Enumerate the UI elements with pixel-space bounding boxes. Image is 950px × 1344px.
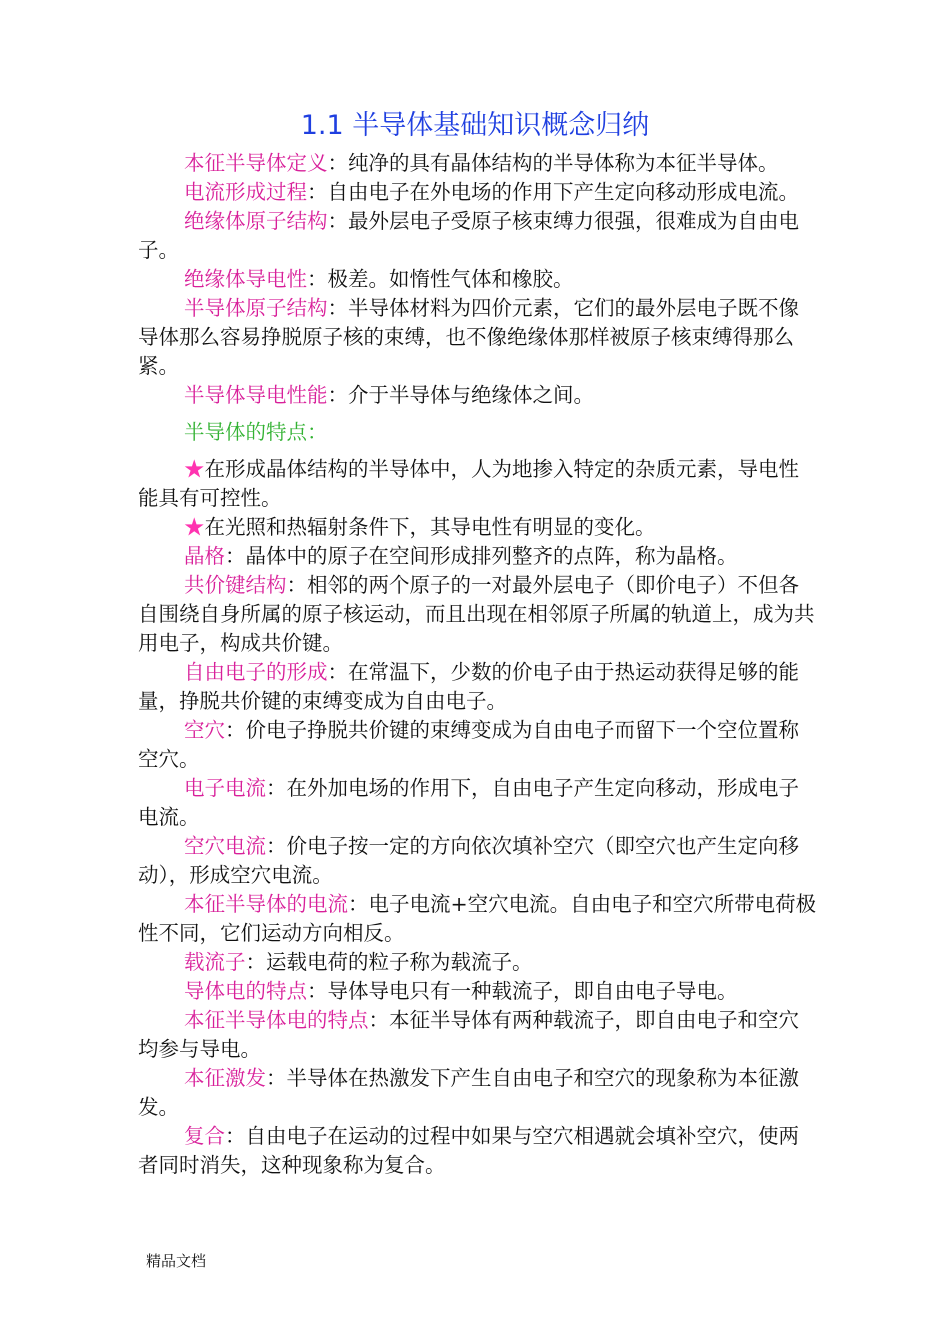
term: 自由电子的形成 [184, 660, 328, 684]
paragraph: 晶格：晶体中的原子在空间形成排列整齐的点阵，称为晶格。 [184, 544, 738, 568]
paragraph: 载流子：运载电荷的粒子称为载流子。 [184, 950, 533, 974]
paragraph: 本征半导体电的特点：本征半导体有两种载流子，即自由电子和空穴均参与导电。 [138, 1008, 799, 1061]
term: 本征半导体定义 [184, 151, 328, 175]
document-body [138, 149, 818, 1180]
term: 载流子 [184, 950, 246, 974]
paragraph: 共价键结构：相邻的两个原子的一对最外层电子（即价电子）不但各自围绕自身所属的原子核运动，而且出现在相邻原子所属的轨道上，成为共用电子，构成共价键。 [138, 573, 815, 655]
document-title: 1.1 半导体基础知识概念归纳 [300, 110, 650, 141]
star-icon: ★ [184, 457, 205, 481]
term: 本征半导体电的特点 [184, 1008, 369, 1032]
paragraph: 本征半导体定义：纯净的具有晶体结构的半导体称为本征半导体。 [184, 151, 779, 175]
star-item: ★在光照和热辐射条件下，其导电性有明显的变化。 [184, 515, 656, 539]
paragraph: 本征半导体的电流：电子电流+空穴电流。自由电子和空穴所带电荷极性不同，它们运动方向相反。 [138, 892, 817, 945]
paragraph: 电流形成过程：自由电子在外电场的作用下产生定向移动形成电流。 [184, 180, 799, 204]
paragraph: 绝缘体导电性：极差。如惰性气体和橡胶。 [184, 267, 574, 291]
term: 绝缘体原子结构 [184, 209, 328, 233]
term: 本征半导体的电流 [184, 892, 348, 916]
star-item: ★在形成晶体结构的半导体中，人为地掺入特定的杂质元素，导电性能具有可控性。 [138, 457, 799, 510]
footer-watermark: 精品文档 [146, 1252, 207, 1270]
paragraph: 半导体导电性能：介于半导体与绝缘体之间。 [184, 383, 594, 407]
term: 半导体导电性能 [184, 383, 328, 407]
paragraph: 复合：自由电子在运动的过程中如果与空穴相遇就会填补空穴，使两者同时消失，这种现象称为复合。 [138, 1124, 799, 1177]
star-icon: ★ [184, 515, 205, 539]
term: 复合 [184, 1124, 225, 1148]
term: 半导体原子结构 [184, 296, 328, 320]
term: 晶格 [184, 544, 225, 568]
term: 本征激发 [184, 1066, 266, 1090]
paragraph: 自由电子的形成：在常温下，少数的价电子由于热运动获得足够的能量，挣脱共价键的束缚变成为自由电子。 [138, 660, 799, 713]
term: 电子电流 [184, 776, 266, 800]
paragraph: 空穴电流：价电子按一定的方向依次填补空穴（即空穴也产生定向移动），形成空穴电流。 [138, 834, 799, 887]
term: 绝缘体导电性 [184, 267, 307, 291]
term: 电流形成过程 [184, 180, 307, 204]
term: 共价键结构 [184, 573, 287, 597]
paragraph: 电子电流：在外加电场的作用下，自由电子产生定向移动，形成电子电流。 [138, 776, 799, 829]
section-heading: 半导体的特点： [184, 420, 328, 444]
paragraph: 本征激发：半导体在热激发下产生自由电子和空穴的现象称为本征激发。 [138, 1066, 799, 1119]
spacer [138, 447, 818, 455]
paragraph: 半导体原子结构：半导体材料为四价元素，它们的最外层电子既不像导体那么容易挣脱原子核的束缚，也不像绝缘体那样被原子核束缚得那么紧。 [138, 296, 799, 378]
paragraph: 绝缘体原子结构：最外层电子受原子核束缚力很强，很难成为自由电子。 [138, 209, 799, 262]
paragraph: 空穴：价电子挣脱共价键的束缚变成为自由电子而留下一个空位置称空穴。 [138, 718, 799, 771]
term: 导体电的特点 [184, 979, 307, 1003]
spacer [138, 410, 818, 418]
paragraph: 导体电的特点：导体导电只有一种载流子，即自由电子导电。 [184, 979, 738, 1003]
term: 空穴 [184, 718, 225, 742]
term: 空穴电流 [184, 834, 266, 858]
